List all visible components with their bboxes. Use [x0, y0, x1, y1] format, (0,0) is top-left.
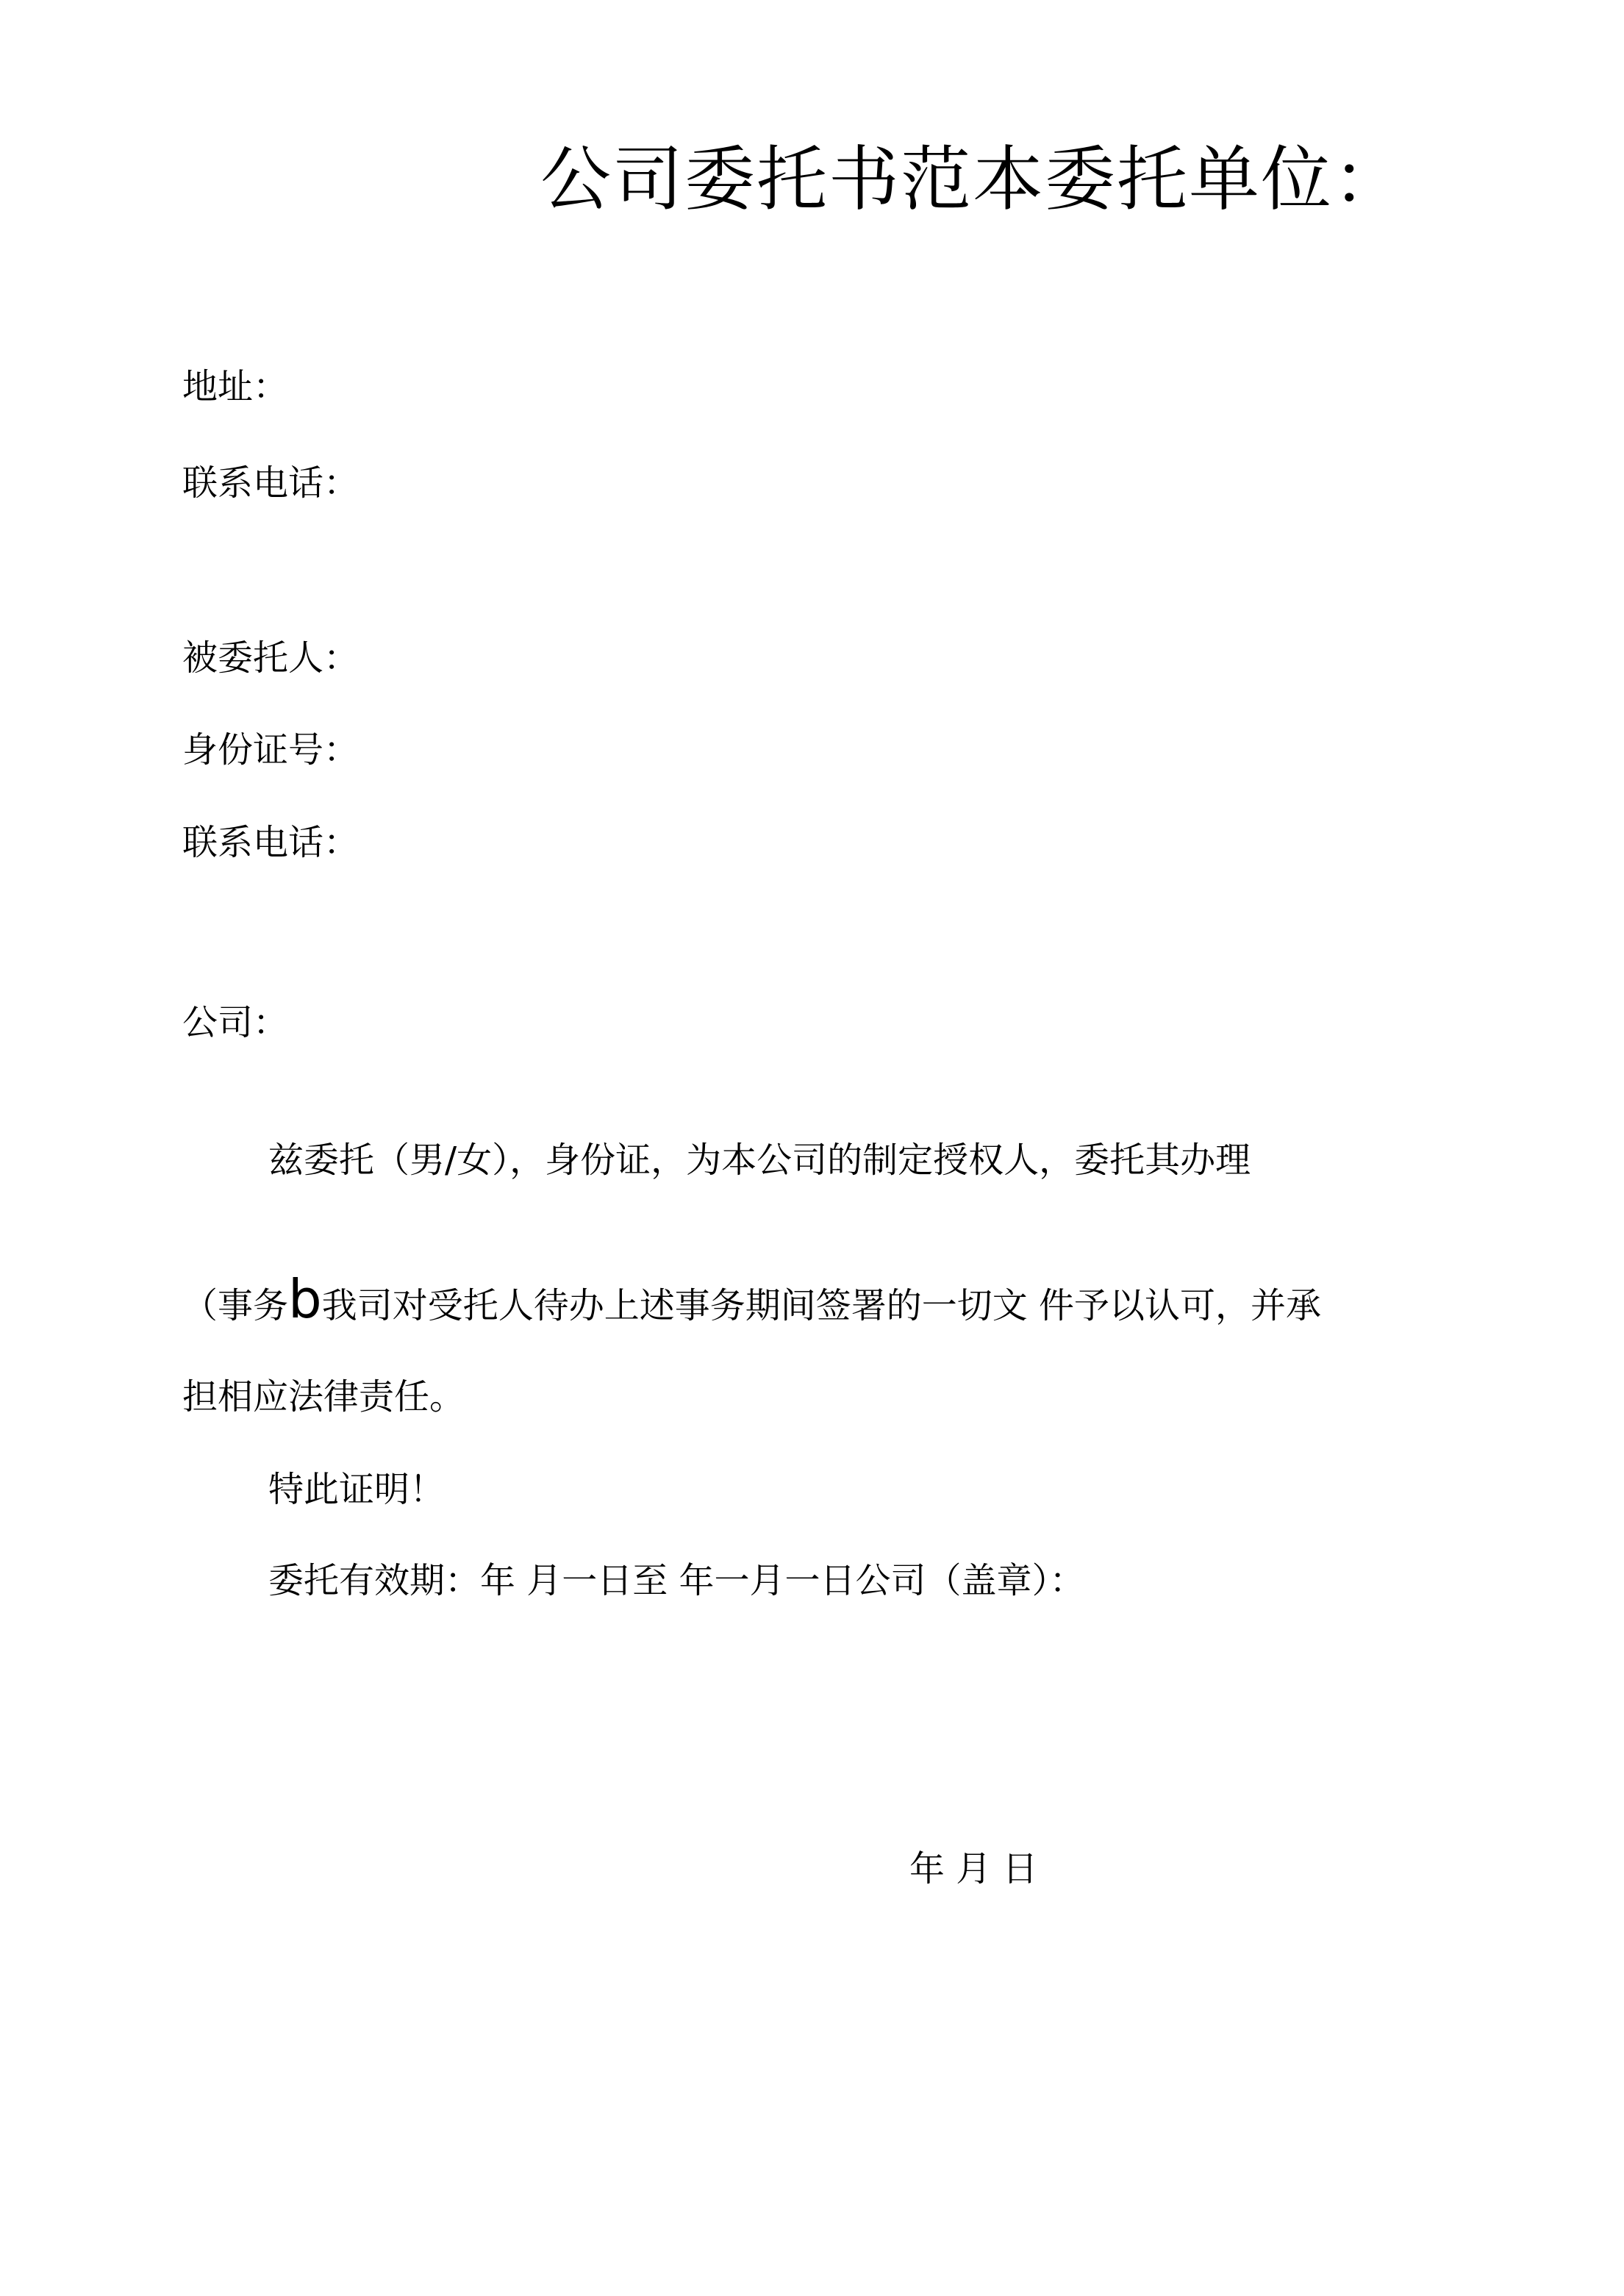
agent-phone-label: 联系电话： — [182, 822, 360, 863]
body-line-2 — [182, 1268, 1321, 1330]
document-title: 公司委托书范本委托单位： — [540, 138, 1405, 221]
body-line-2-prefix: （事务 — [182, 1285, 289, 1326]
company-label: 公司： — [182, 1002, 289, 1043]
address-label: 地址： — [182, 366, 289, 407]
body-line-2-suffix: 我司对受托人待办上述事务期间签署的一切文 件予以认可，并承 — [321, 1285, 1321, 1326]
agent-id-label: 身份证号： — [182, 729, 360, 770]
principal-phone-label: 联系电话： — [182, 462, 360, 504]
body-line-3: 担相应法律责任。 — [182, 1376, 465, 1417]
validity-line: 委托有效期：年 月一日至 年一月一日公司（盖章）： — [268, 1560, 1085, 1601]
agent-name-label: 被委托人： — [182, 637, 360, 679]
certify-line: 特此证明！ — [268, 1469, 446, 1510]
body-line-1: 兹委托（男/女），身份证，为本公司的制定授权人，委托其办理 — [268, 1140, 1251, 1181]
body-line-2-large-char: b — [288, 1268, 322, 1330]
signature-date: 年 月 日 — [909, 1848, 1038, 1889]
